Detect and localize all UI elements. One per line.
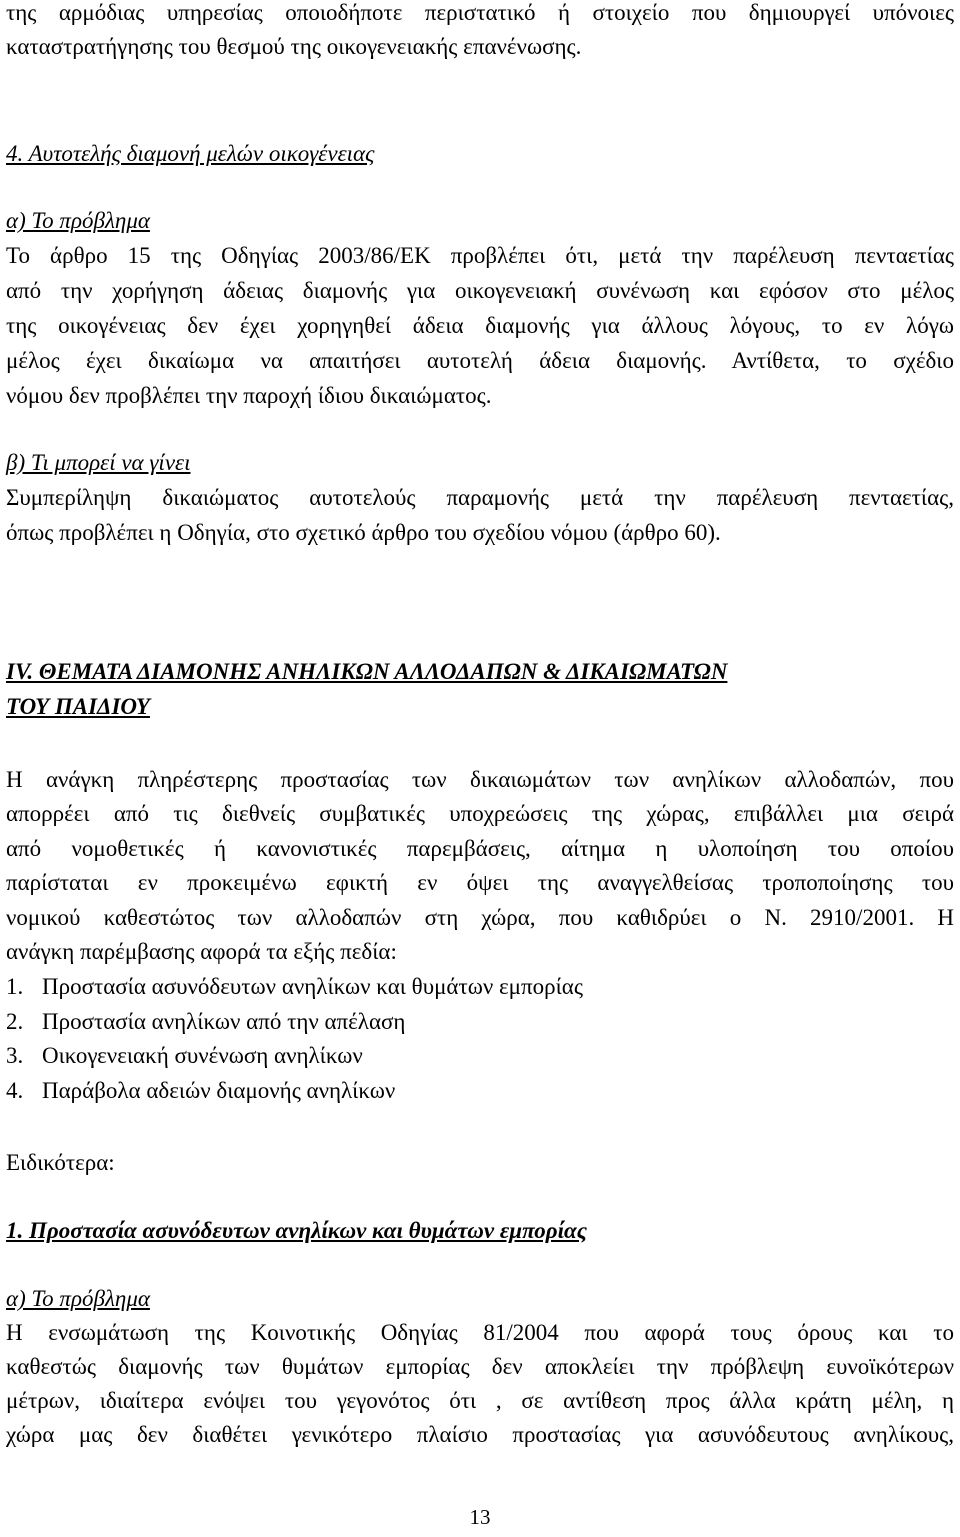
list-item-text: Προστασία ασυνόδευτων ανηλίκων και θυμάτων εμπορίας xyxy=(42,974,583,999)
section-4-problem-line-5: νόμου δεν προβλέπει την παροχή ίδιου δικαιώματος. xyxy=(6,383,492,408)
page-number: 13 xyxy=(469,1505,491,1529)
section-iv-body-line-4: παρίσταται εν προκειμένω εφικτή εν όψει της αναγγελθείσας τροποποίησης του xyxy=(6,870,954,895)
list-item-number: 1. xyxy=(6,974,24,999)
list-item-text: Παράβολα αδειών διαμονής ανηλίκων xyxy=(42,1078,396,1103)
list-item xyxy=(6,1007,405,1037)
section-4-problem-heading: α) Το πρόβλημα xyxy=(6,208,150,233)
list-item-number: 2. xyxy=(6,1009,24,1034)
section-4-solution-line-2: όπως προβλέπει η Οδηγία, στο σχετικό άρθρο του σχεδίου νόμου (άρθρο 60). xyxy=(6,520,721,545)
list-item-text: Οικογενειακή συνένωση ανηλίκων xyxy=(42,1043,363,1068)
section-4-problem-line-2: από την χορήγηση άδειας διαμονής για οικογενειακή συνένωση και εφόσον στο μέλος xyxy=(6,278,954,303)
specifically-label: Ειδικότερα: xyxy=(6,1150,115,1175)
list-item-number: 3. xyxy=(6,1043,24,1068)
section-4-solution-line-1: Συμπερίληψη δικαιώματος αυτοτελούς παραμονής μετά την παρέλευση πενταετίας, xyxy=(6,485,954,510)
subsection-1-problem-heading: α) Το πρόβλημα xyxy=(6,1286,150,1311)
list-item xyxy=(6,1041,363,1071)
intro-line-1: της αρμόδιας υπηρεσίας οποιοδήποτε περιστατικό ή στοιχείο που δημιουργεί υπόνοιες xyxy=(6,0,954,25)
intro-line-2: καταστρατήγησης του θεσμού της οικογενειακής επανένωσης. xyxy=(6,34,582,59)
subsection-1-line-4: χώρα μας δεν διαθέτει γενικότερο πλαίσιο προστασίας για ασυνόδευτους ανηλίκους, xyxy=(6,1422,954,1447)
subsection-1-line-3: μέτρων, ιδιαίτερα ενόψει του γεγονότος ότι , σε αντίθεση προς άλλα κράτη μέλη, η xyxy=(6,1388,954,1413)
list-item xyxy=(6,1076,395,1106)
subsection-1-line-1: Η ενσωμάτωση της Κοινοτικής Οδηγίας 81/2004 που αφορά τους όρους και το xyxy=(6,1320,954,1345)
section-4-problem-line-1: Το άρθρο 15 της Οδηγίας 2003/86/ΕΚ προβλέπει ότι, μετά την παρέλευση πενταετίας xyxy=(6,243,954,268)
subsection-1-line-2: καθεστώς διαμονής των θυμάτων εμπορίας δεν αποκλείει την πρόβλεψη ευνοϊκότερων xyxy=(6,1354,954,1379)
section-4-problem-line-3: της οικογένειας δεν έχει χορηγηθεί άδεια διαμονής για άλλους λόγους, το εν λόγω xyxy=(6,313,954,338)
section-4-heading: 4. Αυτοτελής διαμονή μελών οικογένειας xyxy=(6,141,375,166)
subsection-1-heading: 1. Προστασία ασυνόδευτων ανηλίκων και θυμάτων εμπορίας xyxy=(6,1218,588,1243)
section-iv-body-line-3: από νομοθετικές ή κανονιστικές παρεμβάσεις, αίτημα η υλοποίηση του οποίου xyxy=(6,836,954,861)
section-4-problem-line-4: μέλος έχει δικαίωμα να απαιτήσει αυτοτελή άδεια διαμονής. Αντίθετα, το σχέδιο xyxy=(6,348,954,373)
list-item-text: Προστασία ανηλίκων από την απέλαση xyxy=(42,1009,406,1034)
section-iv-body-line-1: Η ανάγκη πληρέστερης προστασίας των δικαιωμάτων των ανηλίκων αλλοδαπών, που xyxy=(6,767,954,792)
section-4-solution-heading: β) Τι μπορεί να γίνει xyxy=(6,450,191,475)
section-iv-body-line-2: απορρέει από τις διεθνείς συμβατικές υποχρεώσεις της χώρας, επιβάλλει μια σειρά xyxy=(6,801,954,826)
section-iv-heading-line-1: IV. ΘΕΜΑΤΑ ΔΙΑΜΟΝΗΣ ΑΝΗΛΙΚΩΝ ΑΛΛΟΔΑΠΩΝ & ΔΙΚΑΙΩΜΑΤΩΝ xyxy=(6,659,728,684)
section-iv-body-line-6: ανάγκη παρέμβασης αφορά τα εξής πεδία: xyxy=(6,939,397,964)
list-item-number: 4. xyxy=(6,1078,24,1103)
section-iv-heading-line-2: ΤΟΥ ΠΑΙΔΙΟΥ xyxy=(6,694,150,719)
list-item xyxy=(6,972,583,1002)
section-iv-body-line-5: νομικού καθεστώτος των αλλοδαπών στη χώρα, που καθιδρύει ο Ν. 2910/2001. Η xyxy=(6,905,954,930)
